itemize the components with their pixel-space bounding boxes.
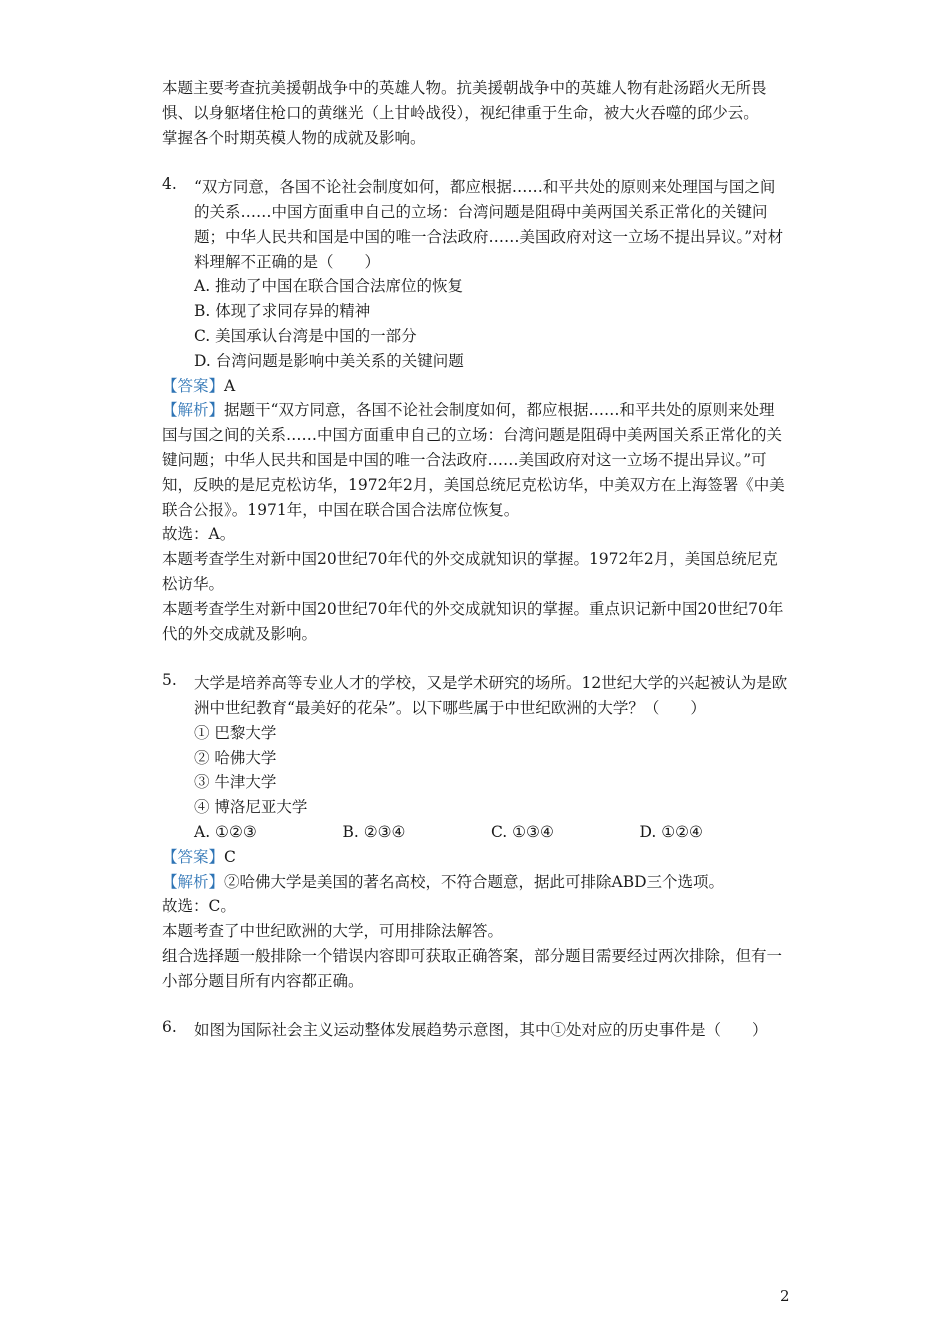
- question-5: [162, 671, 788, 721]
- note-paragraph: 本题考查了中世纪欧洲的大学，可用排除法解答。: [162, 922, 504, 941]
- choice-line: 故选：A。: [162, 525, 236, 544]
- note-paragraph: 本题考查学生对新中国20世纪70年代的外交成就知识的掌握。重点识记新中国20世纪70年代的外交成就及影响。: [162, 599, 784, 643]
- answer-label: 【答案】: [162, 376, 225, 395]
- question-stem: 大学是培养高等专业人才的学校，又是学术研究的场所。12世纪大学的兴起被认为是欧洲中世纪教育“最美好的花朵”。以下哪些属于中世纪欧洲的大学？（ ）: [194, 674, 788, 717]
- answer-line: [162, 845, 788, 870]
- option-d: D. ①②④: [639, 822, 703, 841]
- note-paragraph: 组合选择题一般排除一个错误内容即可获取正确答案，部分题目需要经过两次排除，但有一小部分题目所有内容都正确。: [162, 946, 783, 990]
- document-page: [162, 76, 788, 1043]
- option-a: A. ①②③: [194, 822, 257, 841]
- question-number: 5.: [162, 671, 177, 690]
- question-number: 6.: [162, 1018, 177, 1037]
- list-item: ② 哈佛大学: [194, 748, 277, 767]
- option-c: C. ①③④: [491, 822, 554, 841]
- option-c: C. 美国承认台湾是中国的一部分: [194, 326, 417, 345]
- option-a: A. 推动了中国在联合国合法席位的恢复: [194, 277, 464, 296]
- analysis-paragraph: [162, 398, 788, 522]
- note-paragraph: 本题考查学生对新中国20世纪70年代的外交成就知识的掌握。1972年2月，美国总统尼克松访华。: [162, 550, 778, 593]
- answer-value: C: [224, 847, 236, 866]
- analysis-text: ②哈佛大学是美国的著名高校，不符合题意，据此可排除ABD三个选项。: [224, 872, 725, 891]
- question-stem: “双方同意，各国不论社会制度如何，都应根据……和平共处的原则来处理国与国之间的关系……中国方面重申自己的立场：台湾问题是阻碍中美两国关系正常化的关键问题；中华人民共和国是中国的唯一合法政府……美国政府对这一立场不提出异议。”对材料理解不正确的是（ ）: [194, 178, 784, 271]
- analysis-label: 【解析】: [162, 872, 225, 891]
- analysis-label: 【解析】: [162, 401, 225, 420]
- analysis-paragraph: [162, 870, 788, 895]
- list-item: ③ 牛津大学: [194, 773, 277, 792]
- choice-line: 故选：C。: [162, 897, 236, 916]
- intro-note: 掌握各个时期英模人物的成就及影响。: [162, 128, 426, 147]
- list-item: ④ 博洛尼亚大学: [194, 798, 308, 817]
- option-b: B. 体现了求同存异的精神: [194, 302, 371, 321]
- option-d: D. 台湾问题是影响中美关系的关键问题: [194, 351, 464, 370]
- question-number: 4.: [162, 175, 177, 194]
- question-stem: 如图为国际社会主义运动整体发展趋势示意图，其中①处对应的历史事件是（ ）: [194, 1021, 768, 1040]
- intro-paragraph: 本题主要考查抗美援朝战争中的英雄人物。抗美援朝战争中的英雄人物有赴汤蹈火无所畏惧、以身躯堵住枪口的黄继光（上甘岭战役），视纪律重于生命，被大火吞噬的邱少云。: [162, 79, 767, 122]
- analysis-text: 据题干“双方同意，各国不论社会制度如何，都应根据……和平共处的原则来处理国与国之间的关系……中国方面重申自己的立场：台湾问题是阻碍中美两国关系正常化的关键问题；中华人民共和国是中国的唯一合法政府……美国政府对这一立场不提出异议。”可知，反映的是尼克松访华，1972年2月，美国总统尼克松访华，中美双方在上海签署《中美联合公报》。1971年，中国在联合国合法席位恢复。: [162, 401, 785, 519]
- page-number: 2: [780, 1287, 790, 1305]
- question-4: [162, 175, 788, 274]
- option-b: B. ②③④: [342, 822, 406, 841]
- question-6: [162, 1018, 788, 1043]
- answer-value: A: [224, 376, 236, 395]
- answer-label: 【答案】: [162, 847, 225, 866]
- answer-line: [162, 374, 788, 399]
- options-row: [162, 820, 788, 845]
- list-item: ① 巴黎大学: [194, 723, 277, 742]
